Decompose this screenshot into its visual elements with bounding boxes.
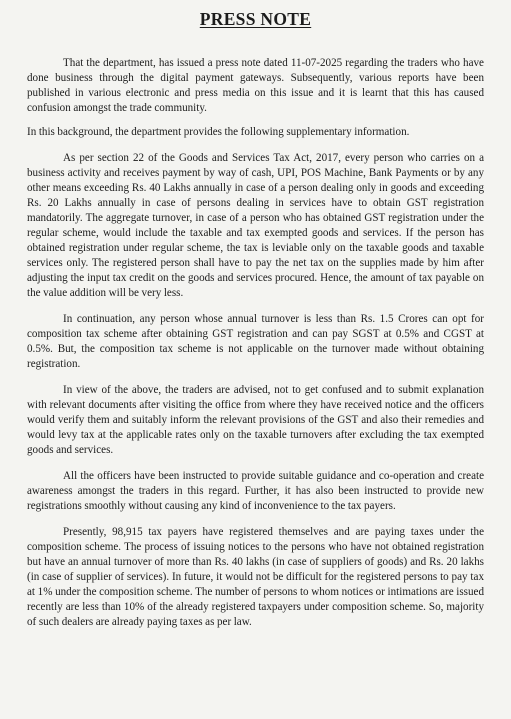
paragraph-intro: That the department, has issued a press note dated 11-07-2025 regarding the traders who have done business through the digital payment gateways. Subsequently, various reports have been published in various electronic and press media on this issue and it is learnt that this has caused confusion amongst the trade community. xyxy=(27,57,484,114)
page-title: PRESS NOTE xyxy=(199,9,312,29)
paragraph-officer-instructions: All the officers have been instructed to provide suitable guidance and co-operation and create awareness amongst the traders in this regard. Further, it has also been instructed to provide new registrations smoothly without causing any kind of inconvenience to the tax payers. xyxy=(27,470,484,512)
paragraph-statistics: Presently, 98,915 tax payers have registered themselves and are paying taxes under the composition scheme. The process of issuing notices to the persons who have not obtained registration but have an annual turnover of more than Rs. 40 lakhs (in case of suppliers of goods) and Rs. 20 lakhs (in case of supplier of services). In future, it would not be difficult for the registered persons to pay tax at 1% under the composition scheme. The number of persons to whom notices or intimations are issued recently are less than 10% of the already registered taxpayers under composition scheme. So, majority of such dealers are already paying taxes as per law. xyxy=(27,526,484,628)
paragraph-composition-scheme: In continuation, any person whose annual turnover is less than Rs. 1.5 Crores can opt for composition tax scheme after obtaining GST registration and can pay SGST at 0.5% and CGST at 0.5%. But, the composition tax scheme is not applicable on the turnover made without obtaining registration. xyxy=(27,313,484,370)
paragraph-section-22: As per section 22 of the Goods and Services Tax Act, 2017, every person who carries on a business activity and receives payment by way of cash, UPI, POS Machine, Bank Payments or by any other means exceeding Rs. 40 Lakhs annually in case of a person dealing only in goods and exceeding Rs. 20 Lakhs annually in case of persons dealing in services have to obtain GST registration mandatorily. The aggregate turnover, in case of a person who has obtained GST registration under the regular scheme, would include the taxable and tax exempted goods and services. If the person has obtained registration under regular scheme, the tax is leviable only on the taxable goods and taxable services only. The registered person shall have to pay the net tax on the supplies made by him after adjusting the input tax credit on the goods and services procured. Hence, the amount of tax payable on the value addition will be very less. xyxy=(27,152,484,299)
paragraph-background: In this background, the department provides the following supplementary information. xyxy=(27,126,410,138)
paragraph-advice-to-traders: In view of the above, the traders are advised, not to get confused and to submit explanation with relevant documents after visiting the office from where they have received notice and the officers would verify them and suitably inform the relevant provisions of the GST and also their remedies and would levy tax at the applicable rates only on the taxable turnovers after excluding the tax exempted goods and services. xyxy=(27,384,484,456)
